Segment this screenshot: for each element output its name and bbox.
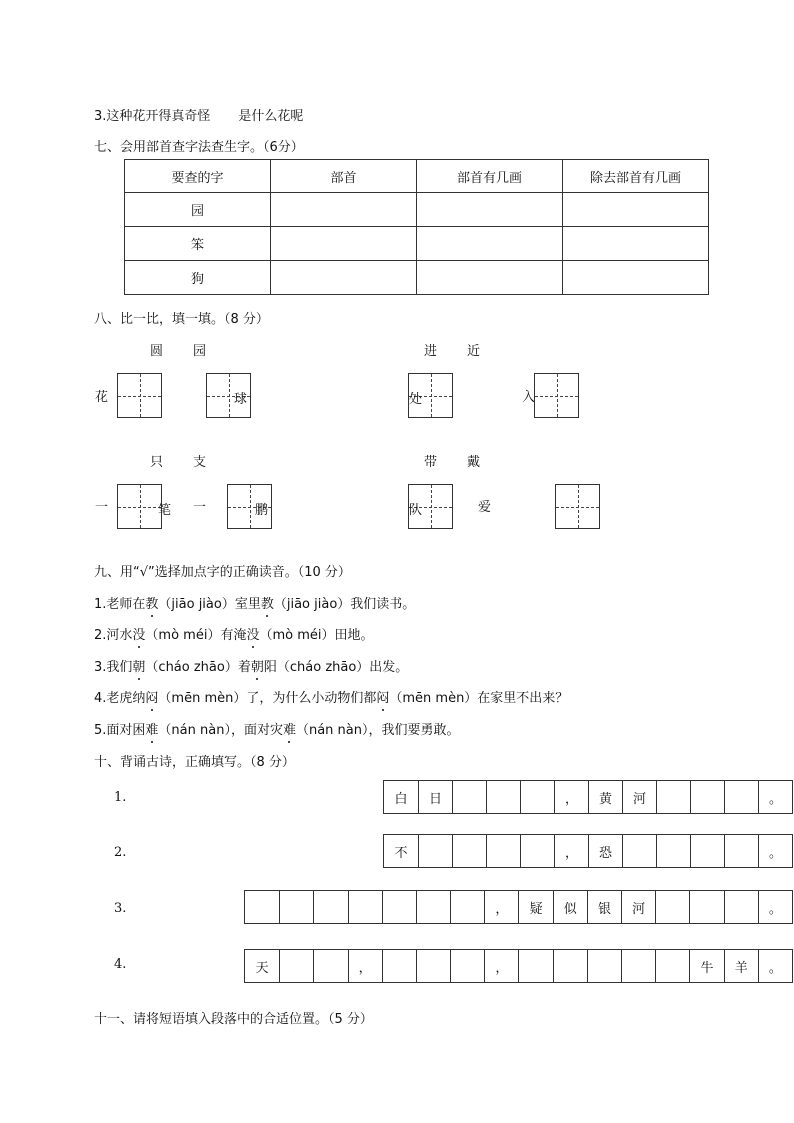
poem-cell: 。 xyxy=(758,950,792,982)
tianzi-box[interactable]: 笔 xyxy=(117,484,162,529)
tianzi-box[interactable]: 队 xyxy=(408,484,453,529)
poem-cell: 银 xyxy=(587,891,621,923)
word-part: 一 xyxy=(193,500,207,515)
poem-cell: 羊 xyxy=(724,950,758,982)
poem-cell: 恐 xyxy=(588,835,622,867)
poem-cell: ， xyxy=(484,891,518,923)
tianzi-box[interactable]: 鹏 xyxy=(227,484,272,529)
poem-cell[interactable] xyxy=(452,835,486,867)
poem-cell[interactable] xyxy=(245,891,279,923)
answer-cell[interactable] xyxy=(271,261,417,295)
pinyin-line-5: 5.面对困难（nán nàn），面对灾难（nán nàn），我们要勇敢。 xyxy=(94,723,460,738)
header-remaining-strokes: 除去部首有几画 xyxy=(563,160,709,193)
section-9-title: 九、用“√”选择加点字的正确读音。（10 分） xyxy=(94,565,351,580)
answer-cell[interactable] xyxy=(417,227,563,261)
poem-cell[interactable] xyxy=(724,781,758,813)
poem-number: 1. xyxy=(114,790,127,805)
compare-char: 带 xyxy=(424,455,438,470)
row-char: 园 xyxy=(125,193,271,227)
pinyin-line-3: 3.我们朝（cháo zhāo）着朝阳（cháo zhāo）出发。 xyxy=(94,660,409,675)
poem-cell: ， xyxy=(348,950,382,982)
poem-cell[interactable] xyxy=(656,781,690,813)
poem-cell[interactable] xyxy=(520,781,554,813)
answer-cell[interactable] xyxy=(563,193,709,227)
poem-cell[interactable] xyxy=(655,891,689,923)
poem-cell[interactable] xyxy=(382,891,416,923)
poem-cell: 黄 xyxy=(588,781,622,813)
compare-char: 圆 xyxy=(150,344,164,359)
poem-cell[interactable] xyxy=(450,950,484,982)
word-part: 入 xyxy=(522,390,536,405)
q3-sentence: 3.这种花开得真奇怪 是什么花呢 xyxy=(94,109,304,124)
poem-cell[interactable] xyxy=(553,950,587,982)
poem-cell: ， xyxy=(554,781,588,813)
poem-row-2 xyxy=(383,834,793,868)
poem-cell: 河 xyxy=(621,891,655,923)
poem-cell[interactable] xyxy=(689,891,723,923)
poem-cell[interactable] xyxy=(348,891,382,923)
poem-cell: 不 xyxy=(394,845,408,861)
word-part: 爱 xyxy=(478,500,492,515)
header-char: 要查的字 xyxy=(125,160,271,193)
answer-cell[interactable] xyxy=(271,193,417,227)
poem-cell: 似 xyxy=(553,891,587,923)
poem-cell[interactable] xyxy=(418,835,452,867)
poem-row-3 xyxy=(244,890,793,924)
tianzi-box[interactable] xyxy=(555,484,600,529)
poem-cell[interactable] xyxy=(520,835,554,867)
poem-cell[interactable] xyxy=(724,891,758,923)
compare-char: 只 xyxy=(150,455,164,470)
poem-cell: 疑 xyxy=(518,891,552,923)
poem-cell: 。 xyxy=(758,781,792,813)
section-11-title: 十一、请将短语填入段落中的合适位置。（5 分） xyxy=(94,1012,373,1027)
poem-cell: 牛 xyxy=(689,950,723,982)
poem-cell[interactable] xyxy=(655,950,689,982)
compare-char: 戴 xyxy=(467,455,481,470)
poem-cell[interactable] xyxy=(450,891,484,923)
header-radical: 部首 xyxy=(271,160,417,193)
row-char: 狗 xyxy=(125,261,271,295)
header-radical-strokes: 部首有几画 xyxy=(417,160,563,193)
poem-cell: 日 xyxy=(418,781,452,813)
poem-cell[interactable] xyxy=(622,835,656,867)
compare-char: 园 xyxy=(193,344,207,359)
poem-cell[interactable] xyxy=(518,950,552,982)
poem-cell[interactable] xyxy=(690,781,724,813)
poem-cell[interactable] xyxy=(486,781,520,813)
poem-cell: ， xyxy=(484,950,518,982)
poem-cell[interactable] xyxy=(724,835,758,867)
poem-cell: ， xyxy=(554,835,588,867)
poem-cell[interactable] xyxy=(313,950,347,982)
poem-cell[interactable] xyxy=(279,891,313,923)
poem-cell[interactable] xyxy=(621,950,655,982)
tianzi-box[interactable] xyxy=(534,373,579,418)
poem-number: 4. xyxy=(114,957,127,972)
answer-cell[interactable] xyxy=(563,227,709,261)
section-8-title: 八、比一比，填一填。（8 分） xyxy=(94,312,269,327)
section-7-title: 七、会用部首查字法查生字。（6分） xyxy=(94,140,304,155)
compare-char: 近 xyxy=(467,344,481,359)
poem-number: 2. xyxy=(114,845,127,860)
poem-cell: 河 xyxy=(622,781,656,813)
poem-cell[interactable] xyxy=(587,950,621,982)
pinyin-line-4: 4.老虎纳闷（mēn mèn）了，为什么小动物们都闷（mēn mèn）在家里不出来？ xyxy=(94,691,569,706)
poem-cell: 天 xyxy=(255,960,269,976)
poem-cell[interactable] xyxy=(313,891,347,923)
poem-number: 3. xyxy=(114,901,127,916)
answer-cell[interactable] xyxy=(417,261,563,295)
pinyin-line-1: 1.老师在教（jiāo jiào）室里教（jiāo jiào）我们读书。 xyxy=(94,597,416,612)
answer-cell[interactable] xyxy=(271,227,417,261)
word-part: 花 xyxy=(95,390,109,405)
tianzi-box[interactable] xyxy=(117,373,162,418)
poem-cell[interactable] xyxy=(416,891,450,923)
poem-cell[interactable] xyxy=(452,781,486,813)
row-char: 笨 xyxy=(125,227,271,261)
radical-table xyxy=(124,159,709,295)
poem-row-1 xyxy=(383,780,793,814)
poem-cell[interactable] xyxy=(656,835,690,867)
poem-cell: 。 xyxy=(758,891,792,923)
pinyin-line-2: 2.河水没（mò méi）有淹没（mò méi）田地。 xyxy=(94,628,374,643)
poem-cell: 白 xyxy=(394,791,408,807)
poem-row-4 xyxy=(244,949,793,983)
poem-cell[interactable] xyxy=(486,835,520,867)
tianzi-box[interactable]: 处 xyxy=(408,373,453,418)
poem-cell: 。 xyxy=(758,835,792,867)
section-10-title: 十、背诵古诗，正确填写。（8 分） xyxy=(94,755,295,770)
poem-cell[interactable] xyxy=(690,835,724,867)
compare-char: 进 xyxy=(424,344,438,359)
tianzi-box[interactable]: 球 xyxy=(206,373,251,418)
poem-cell[interactable] xyxy=(279,950,313,982)
poem-cell[interactable] xyxy=(416,950,450,982)
compare-char: 支 xyxy=(193,455,207,470)
poem-cell[interactable] xyxy=(382,950,416,982)
answer-cell[interactable] xyxy=(563,261,709,295)
word-part: 一 xyxy=(95,500,109,515)
answer-cell[interactable] xyxy=(417,193,563,227)
